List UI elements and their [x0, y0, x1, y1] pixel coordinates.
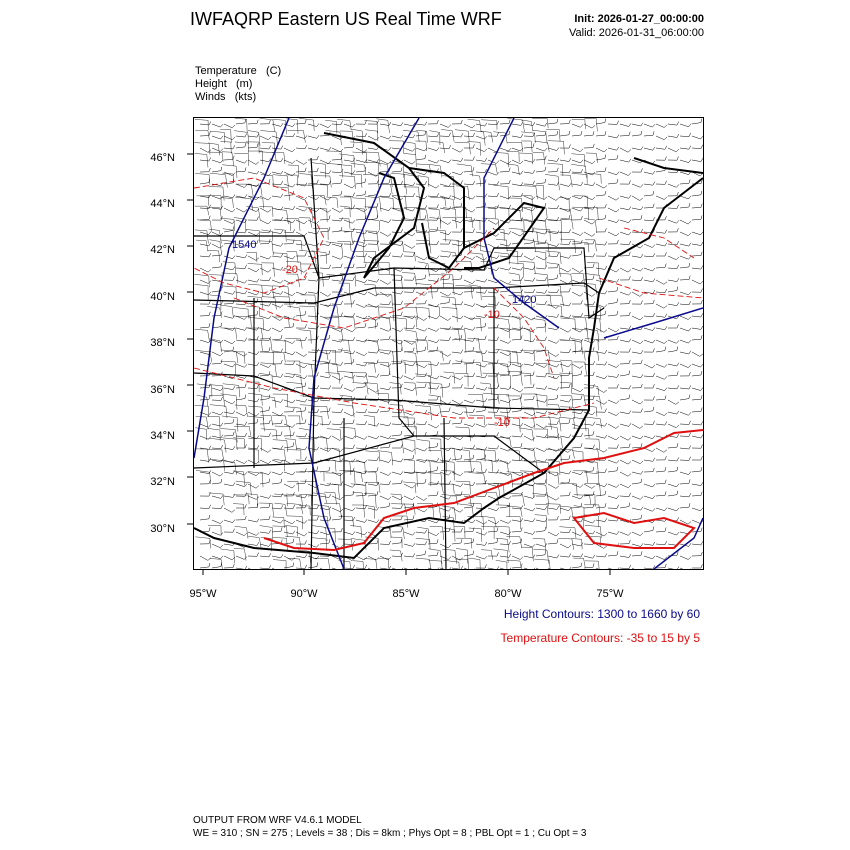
legend-temperature-name: Temperature: [195, 65, 257, 77]
lon-label: 85°W: [392, 588, 420, 600]
lat-label: 40°N: [150, 291, 175, 303]
legend-height: [195, 78, 252, 90]
height-contour-label: 1540: [232, 239, 257, 251]
legend-height-name: Height: [195, 78, 227, 90]
lat-label: 30°N: [150, 523, 175, 535]
axis-ticks: [180, 110, 720, 585]
legend-winds-name: Winds: [195, 91, 226, 103]
legend-height-unit: (m): [235, 78, 253, 90]
legend-winds: [195, 91, 256, 103]
legend-winds-unit: (kts): [234, 91, 257, 103]
height-contour-label: 1420: [512, 294, 537, 306]
lon-label: 75°W: [596, 588, 624, 600]
temperature-contour-note: Temperature Contours: -35 to 15 by 5: [500, 631, 700, 645]
height-contour-note: Height Contours: 1300 to 1660 by 60: [503, 607, 700, 621]
chart-title: IWFAQRP Eastern US Real Time WRF: [190, 9, 502, 29]
legend-temperature: [195, 65, 281, 77]
temperature-contour-label: -10: [484, 309, 500, 321]
lat-label: 42°N: [150, 244, 175, 256]
model-footer-settings: WE = 310 ; SN = 275 ; Levels = 38 ; Dis = 8km ; Phys Opt = 8 ; PBL Opt = 1 ; Cu Opt = 3: [193, 828, 587, 839]
lat-label: 46°N: [150, 152, 175, 164]
init-time: Init: 2026-01-27_00:00:00: [574, 13, 704, 25]
model-footer-title: OUTPUT FROM WRF V4.6.1 MODEL: [193, 815, 362, 826]
legend-temperature-unit: (C): [265, 65, 282, 77]
lat-label: 34°N: [150, 430, 175, 442]
lat-label: 36°N: [150, 384, 175, 396]
lon-label: 80°W: [494, 588, 522, 600]
temperature-contour-label: -20: [282, 264, 298, 276]
temperature-contour-label: -10: [494, 417, 510, 429]
lon-label: 90°W: [290, 588, 318, 600]
lon-label: 95°W: [189, 588, 217, 600]
valid-time: Valid: 2026-01-31_06:00:00: [569, 27, 704, 39]
lat-label: 32°N: [150, 476, 175, 488]
lat-label: 44°N: [150, 198, 175, 210]
lat-label: 38°N: [150, 337, 175, 349]
